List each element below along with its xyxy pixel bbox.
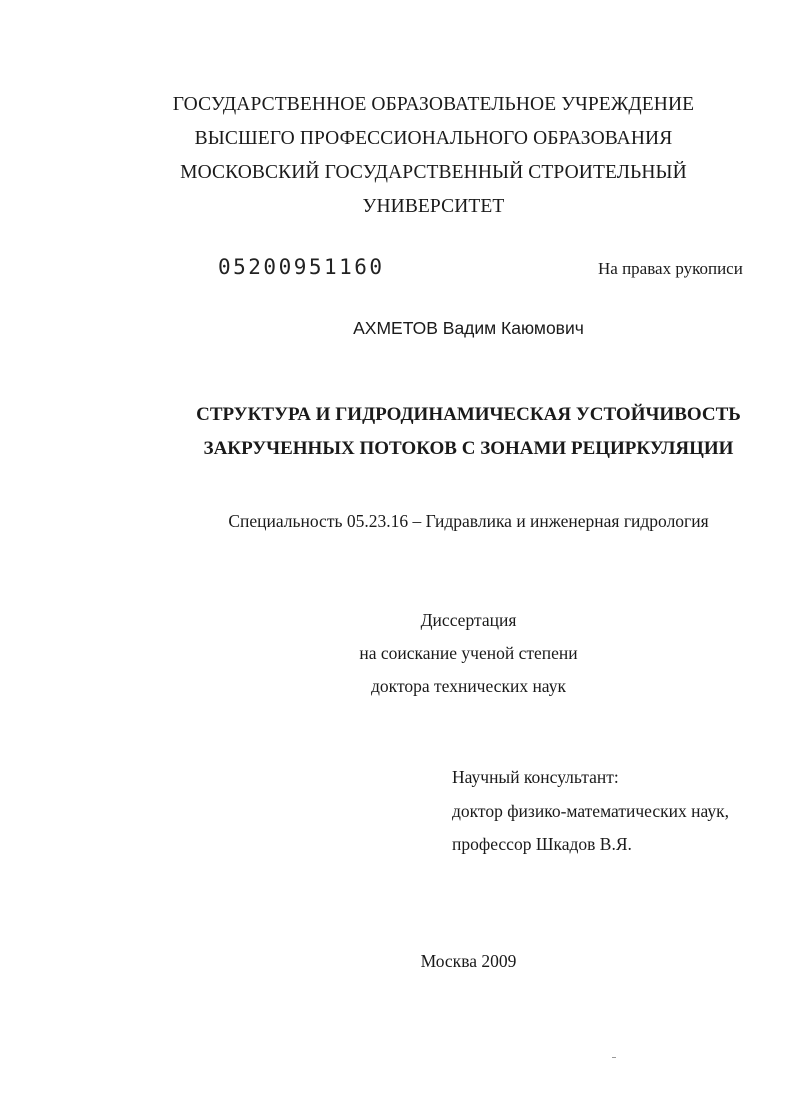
institution-header <box>0 88 797 224</box>
consultant-line: профессор Шкадов В.Я. <box>452 834 632 854</box>
degree-line: на соискание ученой степени <box>359 643 578 663</box>
scan-speck <box>612 1057 616 1058</box>
scientific-consultant <box>452 761 729 862</box>
title-line: ЗАКРУЧЕННЫХ ПОТОКОВ С ЗОНАМИ РЕЦИРКУЛЯЦИИ <box>203 438 734 459</box>
city-year: Москва 2009 <box>420 951 517 971</box>
degree-statement <box>0 604 797 703</box>
specialty: Специальность 05.23.16 – Гидравлика и инженерная гидрология <box>228 511 709 531</box>
institution-line: УНИВЕРСИТЕТ <box>362 196 505 217</box>
institution-line: МОСКОВСКИЙ ГОСУДАРСТВЕННЫЙ СТРОИТЕЛЬНЫЙ <box>180 162 687 183</box>
registration-code: 05200951160 <box>218 255 385 279</box>
consultant-line: доктор физико-математических наук, <box>452 800 729 821</box>
degree-line: доктора технических наук <box>371 676 566 696</box>
author-name: АХМЕТОВ Вадим Каюмович <box>353 318 584 338</box>
institution-line: ВЫСШЕГО ПРОФЕССИОНАЛЬНОГО ОБРАЗОВАНИЯ <box>194 128 673 149</box>
consultant-line: Научный консультант: <box>452 767 619 787</box>
title-line: СТРУКТУРА И ГИДРОДИНАМИЧЕСКАЯ УСТОЙЧИВОСТЬ <box>196 404 741 425</box>
dissertation-title <box>0 398 797 466</box>
degree-line: Диссертация <box>420 610 517 630</box>
institution-line: ГОСУДАРСТВЕННОЕ ОБРАЗОВАТЕЛЬНОЕ УЧРЕЖДЕНИЕ <box>172 94 695 115</box>
manuscript-note: На правах рукописи <box>598 259 743 278</box>
